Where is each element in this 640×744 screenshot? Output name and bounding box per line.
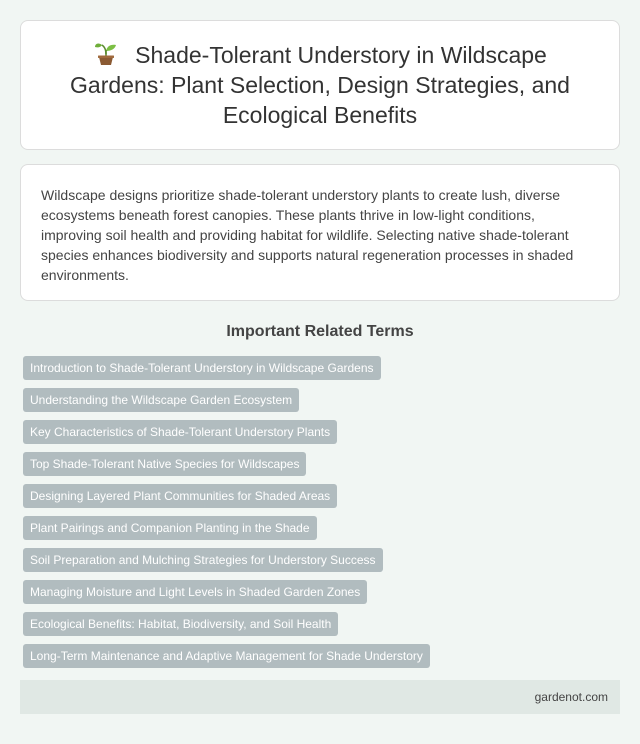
term-tag[interactable]: Long-Term Maintenance and Adaptive Management for Shade Understory: [23, 644, 430, 668]
footer-site[interactable]: gardenot.com: [534, 690, 608, 704]
term-tag[interactable]: Soil Preparation and Mulching Strategies for Understory Success: [23, 548, 383, 572]
page-title: [57, 40, 583, 130]
page-title-text: Shade-Tolerant Understory in Wildscape Gardens: Plant Selection, Design Strategies, and Ecological Benefits: [70, 42, 570, 128]
term-tag[interactable]: Managing Moisture and Light Levels in Shaded Garden Zones: [23, 580, 367, 604]
term-tag[interactable]: Introduction to Shade-Tolerant Understory in Wildscape Gardens: [23, 356, 381, 380]
summary-text: Wildscape designs prioritize shade-tolerant understory plants to create lush, diverse ecosystems beneath forest canopies. These plants thrive in low-light conditions, improving soil health and providing habitat for wildlife. Selecting native shade-tolerant species enhances biodiversity and supports natural regeneration processes in shaded environments.: [41, 187, 574, 283]
related-terms-heading: Important Related Terms: [226, 323, 414, 340]
related-terms-list: [20, 356, 620, 668]
term-tag[interactable]: Designing Layered Plant Communities for Shaded Areas: [23, 484, 337, 508]
footer-bar: [20, 680, 620, 714]
term-tag[interactable]: Plant Pairings and Companion Planting in the Shade: [23, 516, 317, 540]
summary-card: [20, 164, 620, 301]
term-tag[interactable]: Understanding the Wildscape Garden Ecosystem: [23, 388, 299, 412]
term-tag[interactable]: Ecological Benefits: Habitat, Biodiversity, and Soil Health: [23, 612, 338, 636]
header-card: [20, 20, 620, 150]
term-tag[interactable]: Key Characteristics of Shade-Tolerant Understory Plants: [23, 420, 337, 444]
term-tag[interactable]: Top Shade-Tolerant Native Species for Wildscapes: [23, 452, 306, 476]
sprout-icon: [93, 40, 119, 66]
